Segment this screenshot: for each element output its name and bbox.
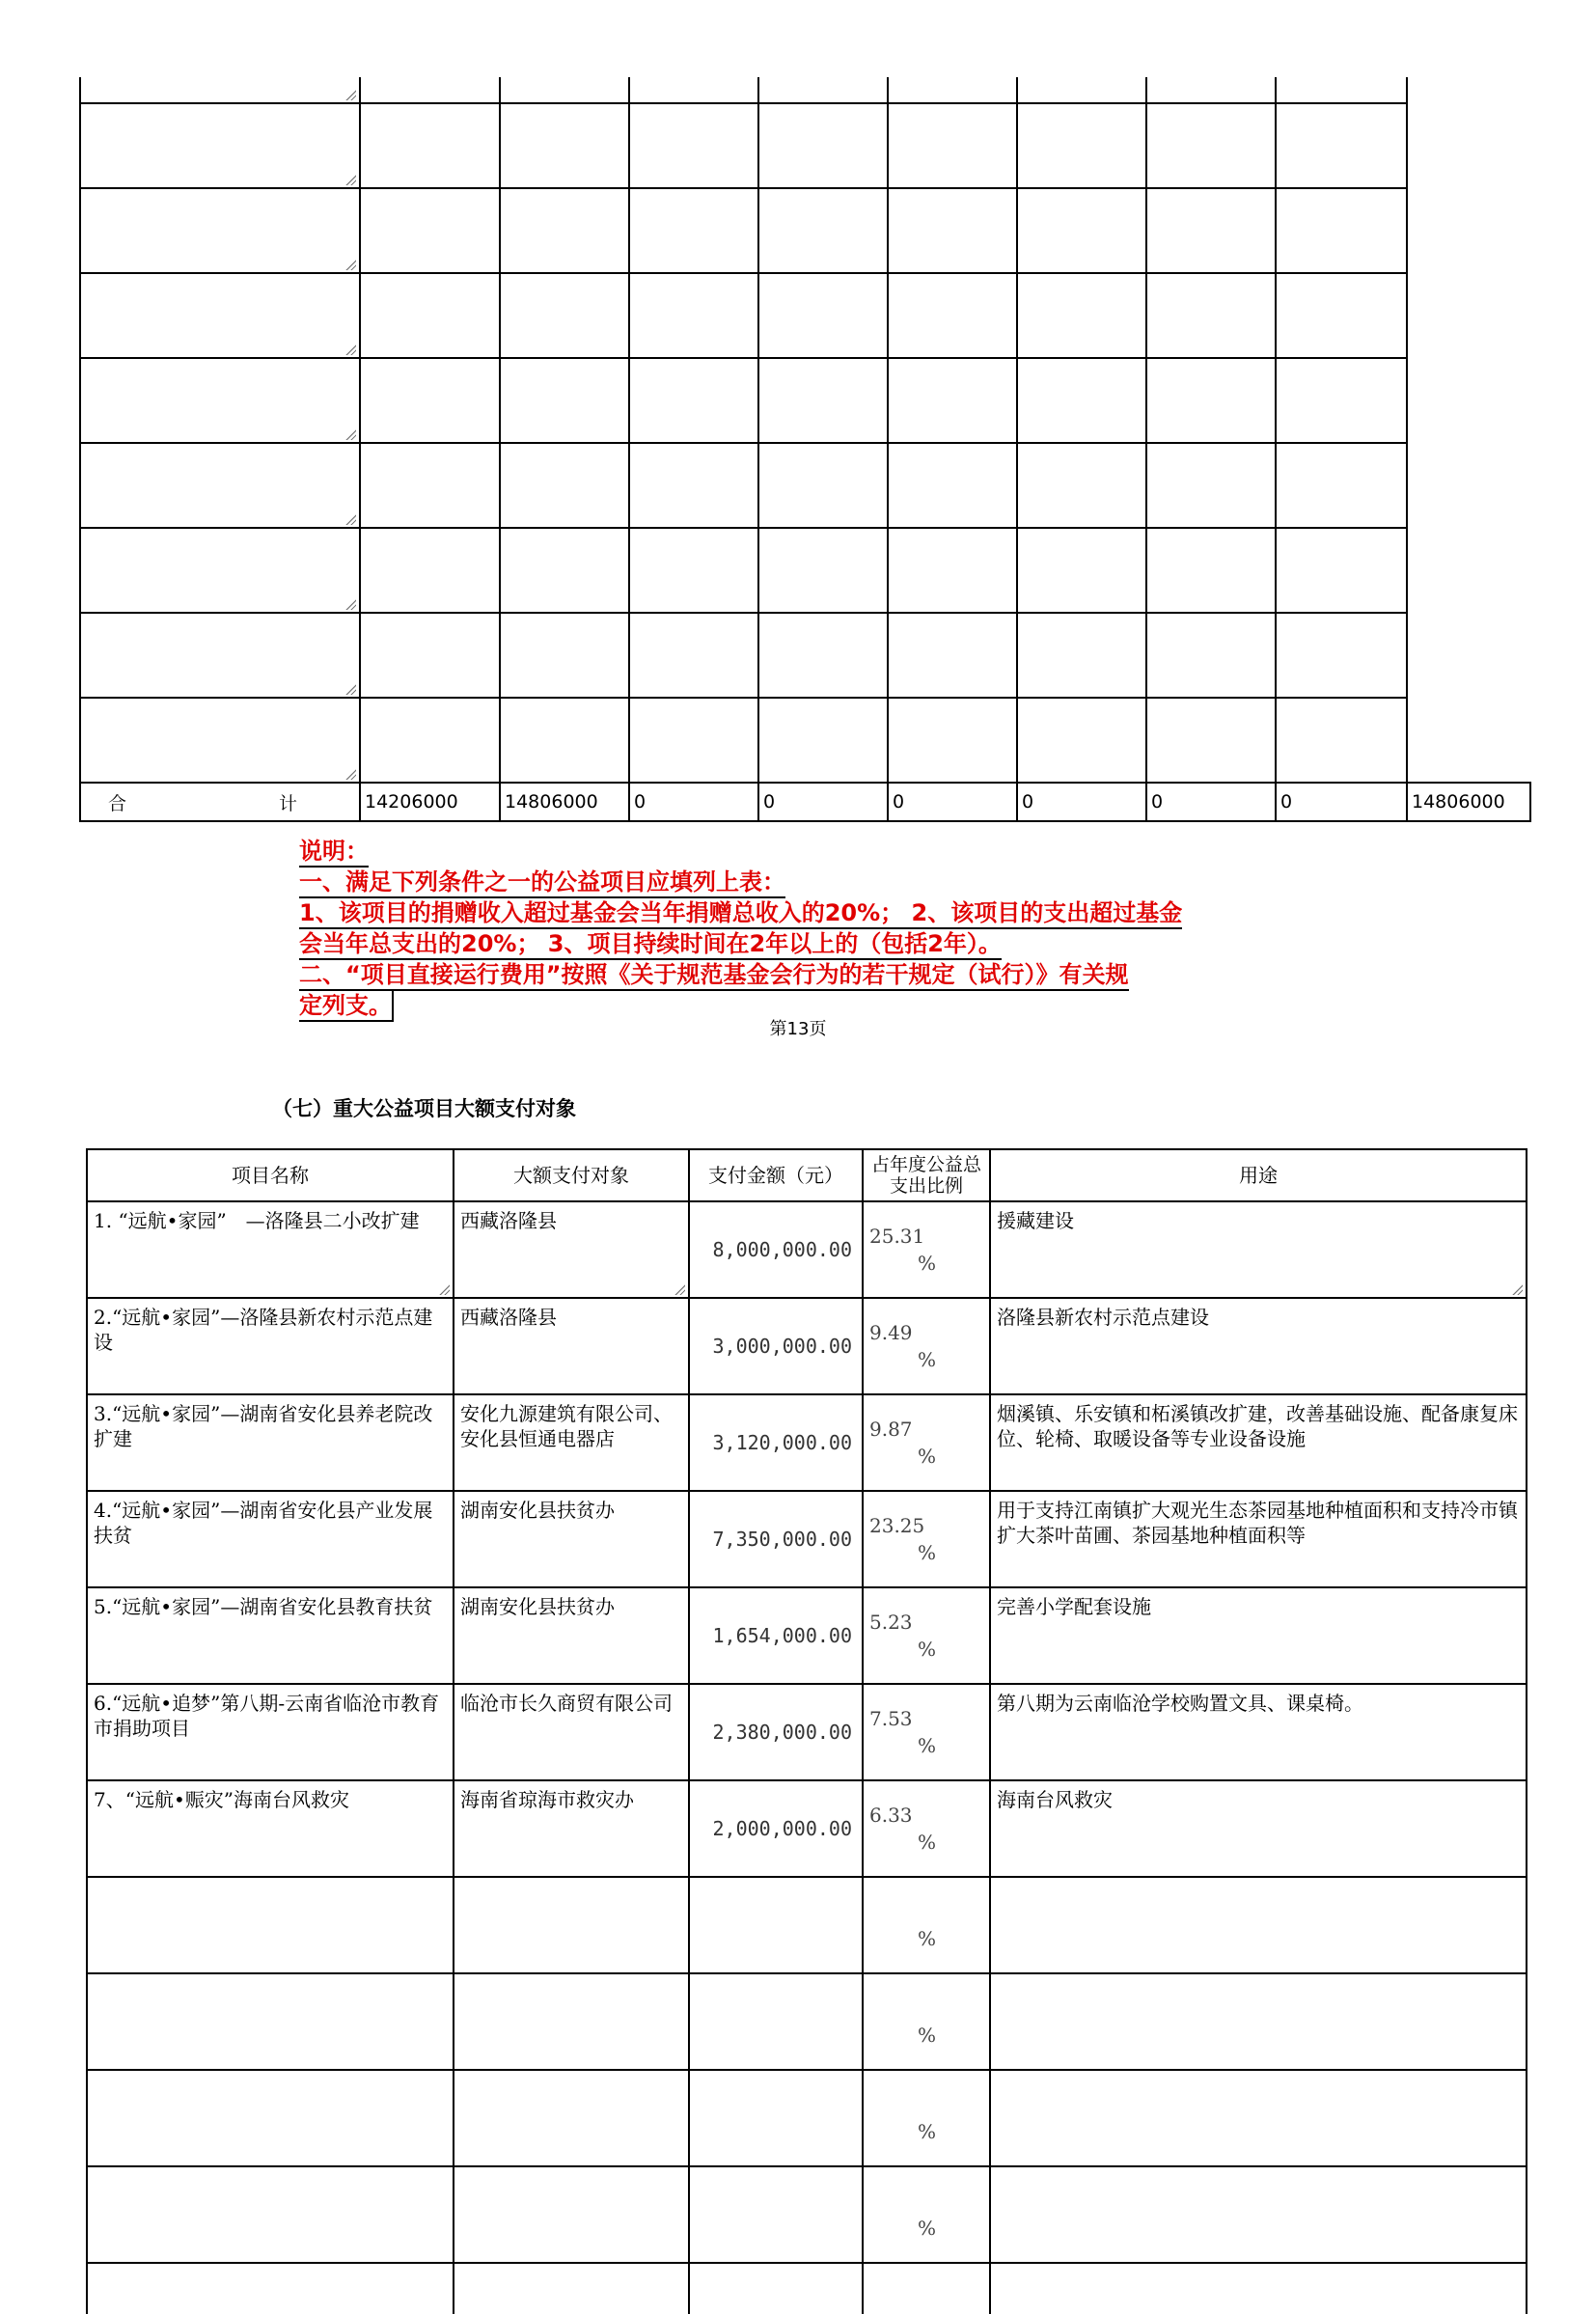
project-summary-table [79,77,1531,822]
table-cell [863,2263,990,2314]
table-header-row [87,1149,1527,1201]
ratio-cell [863,1877,990,1973]
table-cell[interactable] [80,528,360,613]
ratio-cell [863,1780,990,1877]
table-cell [1276,188,1407,273]
amount-cell: 2,000,000.00 [689,1780,863,1877]
table-cell [888,103,1017,188]
table-row [87,1587,1527,1684]
payee-cell: 西藏洛隆县 [454,1298,689,1394]
resize-grip-icon[interactable] [344,683,356,695]
amount-cell [689,2166,863,2263]
ratio-cell [863,2070,990,2166]
table-cell [888,698,1017,783]
table-cell [87,2263,454,2314]
resize-grip-icon[interactable] [344,428,356,440]
table-cell [888,77,1017,103]
table-row [80,77,1530,103]
purpose-cell [990,2070,1527,2166]
table-row [87,1201,1527,1298]
total-value: 0 [758,783,888,821]
ratio-value: 6.33 [869,1804,913,1827]
project-name-cell [87,1973,454,2070]
table-cell [758,358,888,443]
table-row [87,1394,1527,1491]
header-project-name: 项目名称 [87,1149,454,1201]
ratio-cell [863,1298,990,1394]
ratio-value: 7.53 [869,1707,913,1730]
table-cell [454,2263,689,2314]
purpose-cell [990,1973,1527,2070]
table-cell [758,188,888,273]
table-cell [1017,77,1146,103]
table-cell [629,528,758,613]
resize-grip-icon[interactable] [344,344,356,355]
payee-cell: 湖南安化县扶贫办 [454,1587,689,1684]
table-row [80,443,1530,528]
table-cell [1017,188,1146,273]
table-cell [888,188,1017,273]
table-cell [758,103,888,188]
table-cell [360,443,500,528]
ratio-percent-sign: % [918,1252,937,1275]
table-row [87,1973,1527,2070]
project-name-cell: 6.“远航•追梦”第八期-云南省临沧市教育市捐助项目 [87,1684,454,1780]
table-cell [500,528,629,613]
table-row [80,613,1530,698]
total-value: 0 [1146,783,1276,821]
total-value: 0 [1017,783,1146,821]
table-cell [1017,103,1146,188]
table-cell [758,613,888,698]
table-row [80,528,1530,613]
table-cell [1276,443,1407,528]
table-cell [500,358,629,443]
total-value: 0 [1276,783,1407,821]
project-name-cell [87,2166,454,2263]
table-cell [1017,443,1146,528]
amount-cell [689,2070,863,2166]
total-value: 14206000 [360,783,500,821]
table-cell [758,443,888,528]
table-cell [629,77,758,103]
table-cell [888,528,1017,613]
resize-grip-icon[interactable] [438,1283,450,1295]
total-value: 14806000 [1407,783,1530,821]
purpose-cell [990,1877,1527,1973]
table-cell [629,188,758,273]
table-cell [500,103,629,188]
table-cell [360,103,500,188]
table-row [80,698,1530,783]
resize-grip-icon[interactable] [1511,1283,1523,1295]
purpose-cell: 完善小学配套设施 [990,1587,1527,1684]
table-cell [1276,528,1407,613]
table-cell [1276,103,1407,188]
section-title: （七）重大公益项目大额支付对象 [272,1097,576,1120]
resize-grip-icon[interactable] [344,598,356,610]
table-cell [758,528,888,613]
table-row [87,1491,1527,1587]
notes-title: 说明： [299,837,369,868]
table-cell [888,358,1017,443]
ratio-percent-sign: % [918,2217,937,2240]
table-cell [888,613,1017,698]
table-row [80,188,1530,273]
payee-cell: 湖南安化县扶贫办 [454,1491,689,1587]
amount-cell: 8,000,000.00 [689,1201,863,1298]
table-cell [758,698,888,783]
table-cell [1017,273,1146,358]
table-cell [1146,528,1276,613]
payee-cell [454,2166,689,2263]
table-cell[interactable] [80,613,360,698]
project-name-cell: 2.“远航•家园”—洛隆县新农村示范点建设 [87,1298,454,1394]
table-cell [1276,613,1407,698]
amount-cell [689,1973,863,2070]
table-cell [360,188,500,273]
table-cell [500,613,629,698]
ratio-cell [863,1201,990,1298]
header-purpose: 用途 [990,1149,1527,1201]
table-cell [888,273,1017,358]
project-name-cell [87,2070,454,2166]
table-cell [500,273,629,358]
total-label: 合 计 [80,783,360,821]
table-row [87,1684,1527,1780]
ratio-value: 25.31 [869,1225,925,1248]
table-row [87,1298,1527,1394]
payee-cell [454,2070,689,2166]
resize-grip-icon[interactable] [344,768,356,780]
table-cell [360,698,500,783]
large-payment-table [86,1148,1527,2314]
ratio-value: 23.25 [869,1514,925,1537]
table-cell [500,77,629,103]
purpose-cell: 用于支持江南镇扩大观光生态茶园基地种植面积和支持冷市镇扩大茶叶苗圃、茶园基地种植面积等 [990,1491,1527,1587]
resize-grip-icon[interactable] [674,1283,685,1295]
table-cell [500,443,629,528]
table-cell[interactable] [80,188,360,273]
ratio-percent-sign: % [918,1831,937,1854]
amount-cell: 7,350,000.00 [689,1491,863,1587]
project-summary-body [80,77,1530,821]
table-cell[interactable] [80,273,360,358]
table-cell [629,273,758,358]
ratio-value: 9.49 [869,1321,913,1344]
table-row [87,1780,1527,1877]
header-payee: 大额支付对象 [454,1149,689,1201]
payee-cell: 临沧市长久商贸有限公司 [454,1684,689,1780]
notes-line-4: 二、“项目直接运行费用”按照《关于规范基金会行为的若干规定（试行）》有关规 [299,960,1129,991]
resize-grip-icon[interactable] [344,259,356,270]
notes-block [299,837,1303,1022]
table-cell [500,698,629,783]
resize-grip-icon[interactable] [344,513,356,525]
table-cell [360,358,500,443]
table-cell [1146,613,1276,698]
amount-cell [689,1877,863,1973]
notes-line-1: 一、满足下列条件之一的公益项目应填列上表： [299,868,785,898]
header-ratio: 占年度公益总支出比例 [863,1149,990,1201]
ratio-cell [863,1587,990,1684]
table-cell [1017,528,1146,613]
purpose-cell [990,2166,1527,2263]
table-cell [629,103,758,188]
resize-grip-icon[interactable] [344,89,356,100]
amount-cell: 3,120,000.00 [689,1394,863,1491]
table-cell [888,443,1017,528]
payee-cell: 海南省琼海市救灾办 [454,1780,689,1877]
payee-cell [454,1973,689,2070]
ratio-cell [863,1491,990,1587]
table-cell [1146,188,1276,273]
table-cell [1017,613,1146,698]
table-row [80,103,1530,188]
total-value: 0 [888,783,1017,821]
notes-line-2: 1、该项目的捐赠收入超过基金会当年捐赠总收入的20%； 2、该项目的支出超过基金 [299,898,1182,929]
ratio-percent-sign: % [918,2024,937,2047]
table-cell [758,77,888,103]
table-cell [500,188,629,273]
table-cell [990,2263,1527,2314]
ratio-cell [863,1394,990,1491]
table-cell [629,698,758,783]
table-cell [1146,358,1276,443]
table-cell [1146,103,1276,188]
table-cell [1017,698,1146,783]
ratio-percent-sign: % [918,1541,937,1564]
table-row [87,2166,1527,2263]
table-row [87,1877,1527,1973]
ratio-cell [863,1973,990,2070]
header-amount: 支付金额（元） [689,1149,863,1201]
table-cell [629,613,758,698]
table-cell[interactable] [80,443,360,528]
payee-cell [454,1877,689,1973]
table-cell [1276,358,1407,443]
ratio-cell [863,2166,990,2263]
ratio-percent-sign: % [918,1734,937,1757]
notes-line-5: 定列支。 [299,991,394,1022]
table-row [87,2070,1527,2166]
table-cell [758,273,888,358]
table-cell[interactable] [80,77,360,103]
purpose-cell[interactable]: 援藏建设 [990,1201,1527,1298]
table-cell [1146,698,1276,783]
project-name-cell[interactable]: 1. “远航•家园” —洛隆县二小改扩建 [87,1201,454,1298]
table-row [80,358,1530,443]
table-cell [1146,273,1276,358]
purpose-cell: 海南台风救灾 [990,1780,1527,1877]
payee-cell[interactable]: 西藏洛隆县 [454,1201,689,1298]
table-cell[interactable] [80,698,360,783]
project-name-cell [87,1877,454,1973]
amount-cell: 3,000,000.00 [689,1298,863,1394]
ratio-percent-sign: % [918,1927,937,1950]
table-cell[interactable] [80,103,360,188]
table-cell [360,273,500,358]
project-name-cell: 7、“远航•赈灾”海南台风救灾 [87,1780,454,1877]
table-cell [1146,77,1276,103]
total-value: 0 [629,783,758,821]
purpose-cell: 烟溪镇、乐安镇和柘溪镇改扩建，改善基础设施、配备康复床位、轮椅、取暖设备等专业设备设施 [990,1394,1527,1491]
table-cell [629,443,758,528]
purpose-cell: 第八期为云南临沧学校购置文具、课桌椅。 [990,1684,1527,1780]
table-cell[interactable] [80,358,360,443]
project-name-cell: 4.“远航•家园”—湖南省安化县产业发展扶贫 [87,1491,454,1587]
total-value: 14806000 [500,783,629,821]
ratio-percent-sign: % [918,1638,937,1661]
table-cell [1017,358,1146,443]
notes-line-3: 会当年总支出的20%； 3、项目持续时间在2年以上的（包括2年）。 [299,929,1002,960]
page-number: 第13页 [769,1019,827,1039]
amount-cell: 1,654,000.00 [689,1587,863,1684]
large-payment-body [87,1201,1527,2314]
table-row [80,273,1530,358]
project-name-cell: 5.“远航•家园”—湖南省安化县教育扶贫 [87,1587,454,1684]
total-row [80,783,1530,821]
table-cell [629,358,758,443]
table-row [87,2263,1527,2314]
ratio-value: 9.87 [869,1418,913,1441]
table-cell [1146,443,1276,528]
table-cell [360,77,500,103]
payee-cell: 安化九源建筑有限公司、安化县恒通电器店 [454,1394,689,1491]
table-cell [360,613,500,698]
table-cell [1276,698,1407,783]
ratio-value: 5.23 [869,1611,913,1634]
purpose-cell: 洛隆县新农村示范点建设 [990,1298,1527,1394]
project-name-cell: 3.“远航•家园”—湖南省安化县养老院改扩建 [87,1394,454,1491]
table-cell [360,528,500,613]
amount-cell: 2,380,000.00 [689,1684,863,1780]
resize-grip-icon[interactable] [344,174,356,185]
table-cell [689,2263,863,2314]
ratio-percent-sign: % [918,1445,937,1468]
table-cell [1276,77,1407,103]
table-cell [1276,273,1407,358]
ratio-percent-sign: % [918,1348,937,1371]
ratio-percent-sign: % [918,2120,937,2143]
ratio-cell [863,1684,990,1780]
